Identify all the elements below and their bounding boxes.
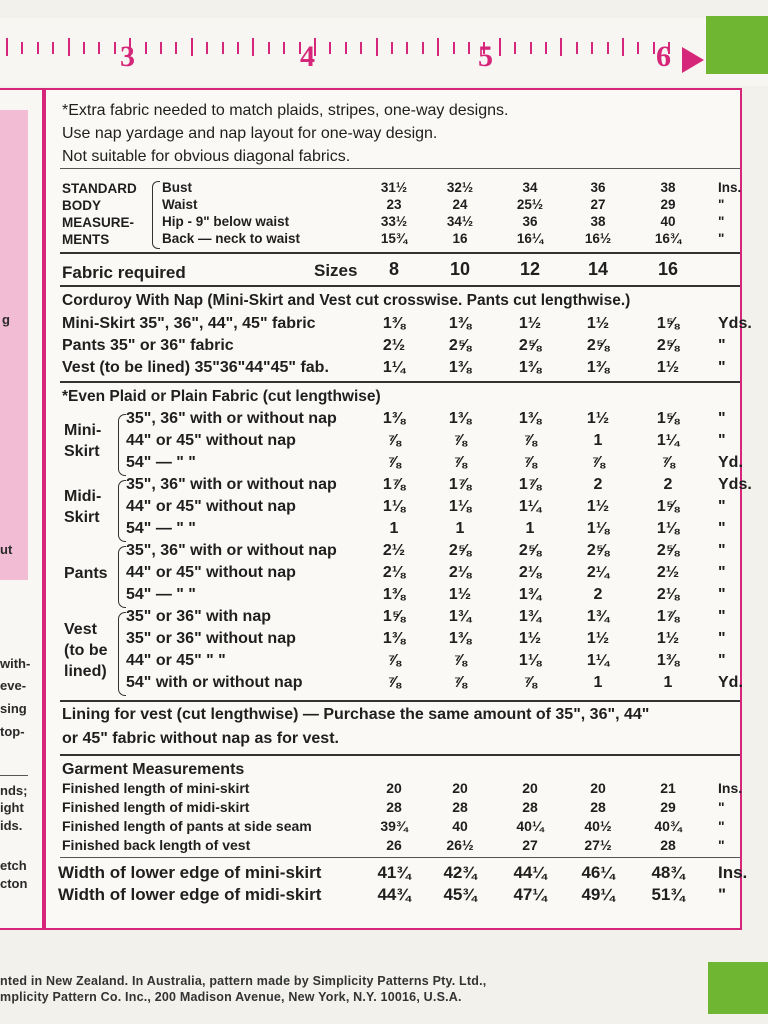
row-value: 27: [590, 197, 606, 212]
sizes-label: Sizes: [314, 261, 358, 280]
row-value: 28: [452, 799, 468, 815]
row-value: 2⅝: [656, 542, 680, 559]
row-value: 1⅜: [448, 410, 472, 427]
even-plaid-heading: *Even Plaid or Plain Fabric (cut lengthwise): [62, 388, 381, 405]
left-divider: [0, 775, 28, 776]
row-value: 1: [389, 520, 399, 537]
row-unit: ": [718, 630, 726, 647]
ruler-tick: [329, 42, 331, 54]
row-value: 36: [590, 180, 606, 195]
row-label: 35", 36" with or without nap: [126, 476, 337, 493]
ruler-tick: [52, 42, 54, 54]
row-label: Finished length of pants at side seam: [62, 818, 312, 834]
row-label: Finished back length of vest: [62, 837, 251, 853]
row-value: 1½: [518, 630, 542, 647]
row-value: 1⅜: [382, 586, 406, 603]
row-value: 1½: [586, 315, 610, 332]
size-header: 8: [388, 259, 399, 279]
row-label: Width of lower edge of midi-skirt: [58, 885, 322, 904]
ruler-tick: [530, 42, 532, 54]
row-value: 42¾: [443, 863, 477, 882]
ruler-tick: [268, 42, 270, 54]
row-unit: ": [718, 214, 725, 229]
row-unit: ": [718, 542, 726, 559]
row-unit: ": [718, 520, 726, 537]
row-value: 40: [452, 818, 468, 834]
row-unit: ": [718, 564, 726, 581]
row-value: 24: [452, 197, 468, 212]
row-value: 2½: [382, 542, 406, 559]
row-value: 16: [452, 231, 468, 246]
row-value: 1⅜: [448, 315, 472, 332]
row-value: 1¼: [656, 432, 680, 449]
row-value: 2: [663, 476, 673, 493]
left-fragment: eve-: [0, 678, 27, 693]
standard-body-label: STANDARD: [62, 181, 137, 196]
row-value: ⅞: [523, 674, 537, 691]
row-unit: ": [718, 799, 725, 815]
brace: [118, 480, 126, 542]
row-unit: Ins.: [718, 863, 748, 882]
divider: [60, 285, 740, 287]
ruler-tick: [453, 42, 455, 54]
row-value: 2⅛: [448, 564, 472, 581]
row-label: Vest (to be lined) 35"36"44"45" fab.: [62, 359, 329, 376]
ruler-tick: [283, 42, 285, 54]
footer-line: nted in New Zealand. In Australia, pattern made by Simplicity Patterns Pty. Ltd.,: [0, 974, 487, 988]
left-fragment: with-: [0, 656, 31, 671]
row-label: 54" with or without nap: [126, 674, 303, 691]
row-value: 26½: [446, 837, 474, 853]
size-header: 10: [449, 259, 471, 279]
row-value: 21: [660, 780, 676, 796]
row-label: 44" or 45" without nap: [126, 498, 296, 515]
ruler-tick: [406, 42, 408, 54]
left-fragment: ight: [0, 800, 24, 815]
row-unit: Yds.: [718, 315, 752, 332]
row-value: 1¾: [518, 608, 542, 625]
group-label: Pants: [64, 564, 108, 582]
row-value: 32½: [446, 180, 474, 195]
row-label: Mini-Skirt 35", 36", 44", 45" fabric: [62, 315, 316, 332]
row-value: 44¾: [377, 885, 411, 904]
standard-body-label: BODY: [62, 198, 102, 213]
size-header: 14: [587, 259, 609, 279]
row-value: 38: [660, 180, 676, 195]
row-value: 2⅝: [518, 542, 542, 559]
row-value: 48¾: [651, 863, 685, 882]
row-value: 1⅝: [382, 608, 406, 625]
ruler-tick: [145, 42, 147, 54]
ruler-tick: [175, 42, 177, 54]
row-value: 45¾: [443, 885, 477, 904]
row-value: 34½: [446, 214, 474, 229]
group-label: (to be: [64, 641, 108, 659]
row-value: 27½: [584, 837, 612, 853]
row-value: 23: [386, 197, 402, 212]
row-value: ⅞: [387, 454, 401, 471]
row-value: 39¾: [380, 818, 408, 834]
ruler-tick: [545, 42, 547, 54]
row-label: 44" or 45" " ": [126, 652, 226, 669]
row-value: 25½: [516, 197, 544, 212]
ruler-number-3: 3: [120, 40, 135, 73]
ruler-tick: [560, 38, 562, 56]
row-value: 1⅜: [382, 315, 406, 332]
row-value: 1⅛: [382, 498, 406, 515]
row-label: 44" or 45" without nap: [126, 432, 296, 449]
row-value: 2½: [656, 564, 680, 581]
divider: [60, 700, 740, 702]
ruler-number-5: 5: [478, 40, 493, 73]
size-header: 12: [519, 259, 541, 279]
row-value: 33½: [380, 214, 408, 229]
ruler-tick: [591, 42, 593, 54]
row-value: 49¼: [581, 885, 615, 904]
row-value: 2⅛: [656, 586, 680, 603]
ruler-tick: [206, 42, 208, 54]
row-label: Finished length of mini-skirt: [62, 780, 250, 796]
row-value: ⅞: [523, 432, 537, 449]
row-label: Width of lower edge of mini-skirt: [58, 863, 322, 882]
ruler-tick: [222, 42, 224, 54]
row-unit: ": [718, 498, 726, 515]
row-value: 1⅞: [518, 476, 542, 493]
size-header: 16: [657, 259, 679, 279]
row-value: 1⅜: [518, 410, 542, 427]
row-unit: ": [718, 608, 726, 625]
row-unit: Yd.: [718, 674, 743, 691]
row-value: 2⅝: [586, 337, 610, 354]
row-label: 35" or 36" without nap: [126, 630, 296, 647]
ruler-tick: [391, 42, 393, 54]
left-fragment: etch: [0, 858, 27, 873]
row-unit: ": [718, 410, 726, 427]
ruler-tick: [21, 42, 23, 54]
row-value: 2⅝: [656, 337, 680, 354]
green-tab-top: [706, 16, 768, 74]
row-value: 16¾: [654, 231, 682, 246]
ruler-tick: [37, 42, 39, 54]
row-value: 1½: [518, 315, 542, 332]
ruler-tick: [607, 42, 609, 54]
left-fragment: ut: [0, 542, 13, 557]
row-value: ⅞: [453, 652, 467, 669]
row-value: 28: [660, 837, 676, 853]
pink-panel: [0, 110, 28, 580]
ruler-tick: [237, 42, 239, 54]
row-value: 41¾: [377, 863, 411, 882]
row-label: 35" or 36" with nap: [126, 608, 271, 625]
row-value: 1⅜: [656, 652, 680, 669]
row-value: ⅞: [387, 432, 401, 449]
left-fragment: top-: [0, 724, 25, 739]
brace: [152, 181, 160, 249]
row-value: 1: [525, 520, 535, 537]
ruler-tick: [514, 42, 516, 54]
row-unit: Yds.: [718, 476, 752, 493]
lining-line: or 45" fabric without nap as for vest.: [62, 730, 339, 747]
row-value: 2⅛: [382, 564, 406, 581]
row-value: 40: [660, 214, 676, 229]
row-value: 1¼: [382, 359, 406, 376]
row-label: Finished length of midi-skirt: [62, 799, 250, 815]
note-line: Use nap yardage and nap layout for one-way design.: [62, 125, 438, 142]
note-line: *Extra fabric needed to match plaids, stripes, one-way designs.: [62, 102, 509, 119]
row-unit: ": [718, 586, 726, 603]
ruler-number-6: 6: [656, 40, 671, 73]
ruler-arrow-icon: [682, 47, 704, 73]
brace: [118, 612, 126, 696]
row-value: 1⅜: [382, 410, 406, 427]
group-label: Midi-: [64, 488, 102, 505]
row-label: Pants 35" or 36" fabric: [62, 337, 234, 354]
divider: [60, 252, 740, 254]
ruler-tick: [6, 38, 8, 56]
row-value: 1⅜: [518, 359, 542, 376]
row-value: 1⅜: [382, 630, 406, 647]
row-value: 47¼: [513, 885, 547, 904]
row-label: 54" — " ": [126, 586, 196, 603]
left-fragment: g: [2, 312, 10, 327]
row-value: 38: [590, 214, 606, 229]
row-value: 2: [593, 476, 603, 493]
row-value: 1½: [586, 498, 610, 515]
row-value: 40½: [584, 818, 612, 834]
group-label: Skirt: [64, 443, 100, 460]
row-value: 1⅞: [382, 476, 406, 493]
row-value: 20: [590, 780, 606, 796]
row-value: 2¼: [586, 564, 610, 581]
row-unit: ": [718, 432, 726, 449]
row-value: 2⅝: [448, 542, 472, 559]
brace: [118, 546, 126, 608]
row-value: 1⅜: [448, 359, 472, 376]
row-label: Waist: [162, 197, 198, 212]
ruler-tick: [499, 38, 501, 56]
row-value: 31½: [380, 180, 408, 195]
divider: [60, 754, 740, 756]
row-unit: ": [718, 652, 726, 669]
ruler-tick: [437, 38, 439, 56]
row-value: 1⅛: [656, 520, 680, 537]
row-label: Back — neck to waist: [162, 231, 301, 246]
row-value: 51¾: [651, 885, 685, 904]
row-unit: ": [718, 837, 725, 853]
row-value: 1⅝: [656, 498, 680, 515]
row-value: 1½: [656, 630, 680, 647]
row-value: 1⅝: [656, 410, 680, 427]
row-unit: ": [718, 231, 725, 246]
row-value: 1⅜: [586, 359, 610, 376]
row-value: 2⅝: [518, 337, 542, 354]
ruler-tick: [345, 42, 347, 54]
row-value: 1: [593, 674, 603, 691]
row-value: ⅞: [523, 454, 537, 471]
divider: [60, 168, 740, 169]
left-fragment: cton: [0, 876, 28, 891]
ruler-tick: [191, 38, 193, 56]
row-value: 1⅝: [656, 315, 680, 332]
group-label: lined): [64, 662, 107, 680]
row-value: 1: [455, 520, 465, 537]
row-value: 36: [522, 214, 538, 229]
left-fragment: sing: [0, 701, 27, 716]
row-value: 20: [386, 780, 402, 796]
row-value: 20: [522, 780, 538, 796]
row-label: 54" — " ": [126, 454, 196, 471]
green-tab-bottom: [708, 962, 768, 1014]
row-value: 1⅞: [448, 476, 472, 493]
row-unit: ": [718, 818, 725, 834]
row-unit: ": [718, 359, 726, 376]
row-value: 2⅛: [518, 564, 542, 581]
ruler-number-4: 4: [300, 40, 315, 73]
row-value: 29: [660, 799, 676, 815]
row-value: 15¾: [380, 231, 408, 246]
row-value: 26: [386, 837, 402, 853]
row-unit: Ins.: [718, 180, 742, 195]
fabric-required-label: Fabric required: [62, 263, 186, 282]
row-value: 1¼: [586, 652, 610, 669]
row-unit: ": [718, 337, 726, 354]
row-value: 28: [590, 799, 606, 815]
row-value: 1⅛: [586, 520, 610, 537]
row-unit: ": [718, 197, 725, 212]
row-label: 35", 36" with or without nap: [126, 542, 337, 559]
row-value: 1: [593, 432, 603, 449]
ruler-tick: [468, 42, 470, 54]
note-line: Not suitable for obvious diagonal fabrics.: [62, 148, 351, 165]
ruler-tick: [83, 42, 85, 54]
row-label: Hip - 9" below waist: [162, 214, 290, 229]
standard-body-label: MEASURE-: [62, 215, 135, 230]
divider: [60, 381, 740, 383]
left-fragment: ids.: [0, 818, 23, 833]
row-label: Bust: [162, 180, 192, 195]
ruler-strip: [0, 18, 768, 86]
row-value: ⅞: [591, 454, 605, 471]
ruler-tick: [576, 42, 578, 54]
ruler-tick: [252, 38, 254, 56]
row-value: 20: [452, 780, 468, 796]
row-value: 2: [593, 586, 603, 603]
ruler-tick: [653, 42, 655, 54]
row-value: 1⅜: [448, 630, 472, 647]
row-value: 2⅝: [448, 337, 472, 354]
ruler-tick: [98, 42, 100, 54]
row-value: 34: [522, 180, 538, 195]
row-value: ⅞: [387, 652, 401, 669]
divider: [60, 857, 740, 858]
row-value: 40¼: [516, 818, 544, 834]
ruler-tick: [376, 38, 378, 56]
row-value: 28: [522, 799, 538, 815]
row-value: ⅞: [453, 432, 467, 449]
group-label: Mini-: [64, 422, 102, 439]
row-value: 2½: [382, 337, 406, 354]
brace: [118, 414, 126, 476]
row-value: 44¼: [513, 863, 547, 882]
left-fragment: nds;: [0, 783, 28, 798]
row-value: 1¼: [518, 498, 542, 515]
row-unit: ": [718, 885, 727, 904]
row-value: 46¼: [581, 863, 615, 882]
group-label: Vest: [64, 620, 97, 638]
row-value: ⅞: [453, 674, 467, 691]
row-value: 1⅛: [518, 652, 542, 669]
row-unit: Ins.: [718, 780, 743, 796]
row-label: 35", 36" with or without nap: [126, 410, 337, 427]
standard-body-label: MENTS: [62, 232, 110, 247]
row-value: ⅞: [453, 454, 467, 471]
row-value: 1¾: [448, 608, 472, 625]
row-value: 1¾: [586, 608, 610, 625]
row-value: 1½: [586, 630, 610, 647]
row-value: ⅞: [387, 674, 401, 691]
ruler-tick: [68, 38, 70, 56]
lining-line: Lining for vest (cut lengthwise) — Purchase the same amount of 35", 36", 44": [62, 706, 650, 723]
row-value: 27: [522, 837, 538, 853]
group-label: Skirt: [64, 509, 100, 526]
row-value: ⅞: [661, 454, 675, 471]
row-value: 1½: [448, 586, 472, 603]
row-label: 44" or 45" without nap: [126, 564, 296, 581]
ruler-tick: [422, 42, 424, 54]
row-value: 40¾: [654, 818, 682, 834]
row-value: 1½: [586, 410, 610, 427]
ruler-tick: [160, 42, 162, 54]
row-value: 1⅛: [448, 498, 472, 515]
ruler-tick: [114, 42, 116, 54]
row-value: 1⅞: [656, 608, 680, 625]
row-value: 28: [386, 799, 402, 815]
garment-heading: Garment Measurements: [62, 761, 245, 778]
row-value: 1½: [656, 359, 680, 376]
ruler-tick: [622, 38, 624, 56]
row-value: 1¾: [518, 586, 542, 603]
row-value: 29: [660, 197, 676, 212]
corduroy-heading: Corduroy With Nap (Mini-Skirt and Vest cut crosswise. Pants cut lengthwise.): [62, 292, 631, 309]
row-value: 16½: [584, 231, 612, 246]
row-value: 2⅝: [586, 542, 610, 559]
ruler-tick: [637, 42, 639, 54]
footer-line: mplicity Pattern Co. Inc., 200 Madison Avenue, New York, N.Y. 10016, U.S.A.: [0, 990, 462, 1004]
row-value: 1: [663, 674, 673, 691]
row-unit: Yd.: [718, 454, 743, 471]
row-value: 16¼: [516, 231, 544, 246]
ruler-tick: [360, 42, 362, 54]
row-label: 54" — " ": [126, 520, 196, 537]
